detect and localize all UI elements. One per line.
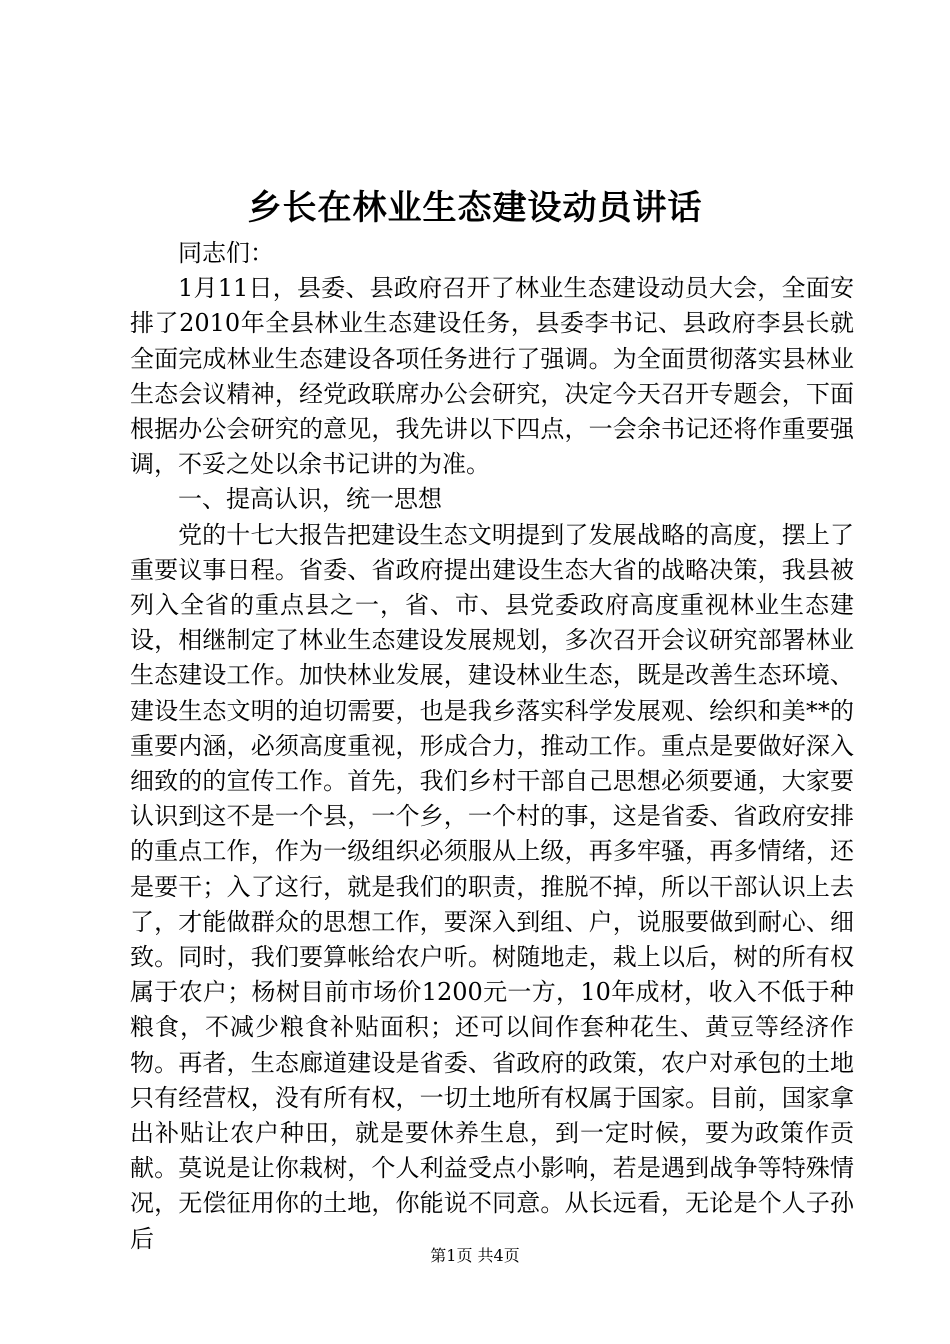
document-title: 乡长在林业生态建设动员讲话 xyxy=(247,188,703,228)
page-footer: 第1页 共4页 xyxy=(430,1246,520,1265)
section-heading: 一、提高认识，统一思想 xyxy=(178,485,442,514)
document-body xyxy=(130,236,854,1257)
salutation-paragraph: 同志们： xyxy=(178,239,274,267)
intro-paragraph: 1月11日，县委、县政府召开了林业生态建设动员大会，全面安排了2010年全县林业生态建设任务，县委李书记、县政府李县长就全面完成林业生态建设各项任务进行了强调。为全面贯彻落实县林业生态会议精神，经党政联席办公会研究，决定今天召开专题会，下面根据办公会研究的意见，我先讲以下四点，一会余书记还将作重要强调，不妥之处以余书记讲的为准。 xyxy=(130,274,854,479)
body-paragraph: 党的十七大报告把建设生态文明提到了发展战略的高度，摆上了重要议事日程。省委、省政府提出建设生态大省的战略决策，我县被列入全省的重点县之一，省、市、县党委政府高度重视林业生态建设，相继制定了林业生态建设发展规划，多次召开会议研究部署林业生态建设工作。加快林业发展，建设林业生态，既是改善生态环境、建设生态文明的迫切需要，也是我乡落实科学发展观、绘织和美**的重要内涵，必须高度重视，形成合力，推动工作。重点是要做好深入细致的的宣传工作。首先，我们乡村干部自己思想必须要通，大家要认识到这不是一个县，一个乡，一个村的事，这是省委、省政府安排的重点工作，作为一级组织必须服从上级，再多牢骚，再多情绪，还是要干；入了这行，就是我们的职责，推脱不掉，所以干部认识上去了，才能做群众的思想工作，要深入到组、户，说服要做到耐心、细致。同时，我们要算帐给农户听。树随地走，栽上以后，树的所有权属于农户；杨树目前市场价1200元一方，10年成材，收入不低于种粮食，不减少粮食补贴面积；还可以间作套种花生、黄豆等经济作物。再者，生态廊道建设是省委、省政府的政策，农户对承包的土地只有经营权，没有所有权，一切土地所有权属于国家。目前，国家拿出补贴让农户种田，就是要休养生息，到一定时候，要为政策作贡献。莫说是让你栽树，个人利益受点小影响，若是遇到战争等特殊情况，无偿征用你的土地，你能说不同意。从长远看，无论是个人子孙后 xyxy=(130,520,854,1253)
